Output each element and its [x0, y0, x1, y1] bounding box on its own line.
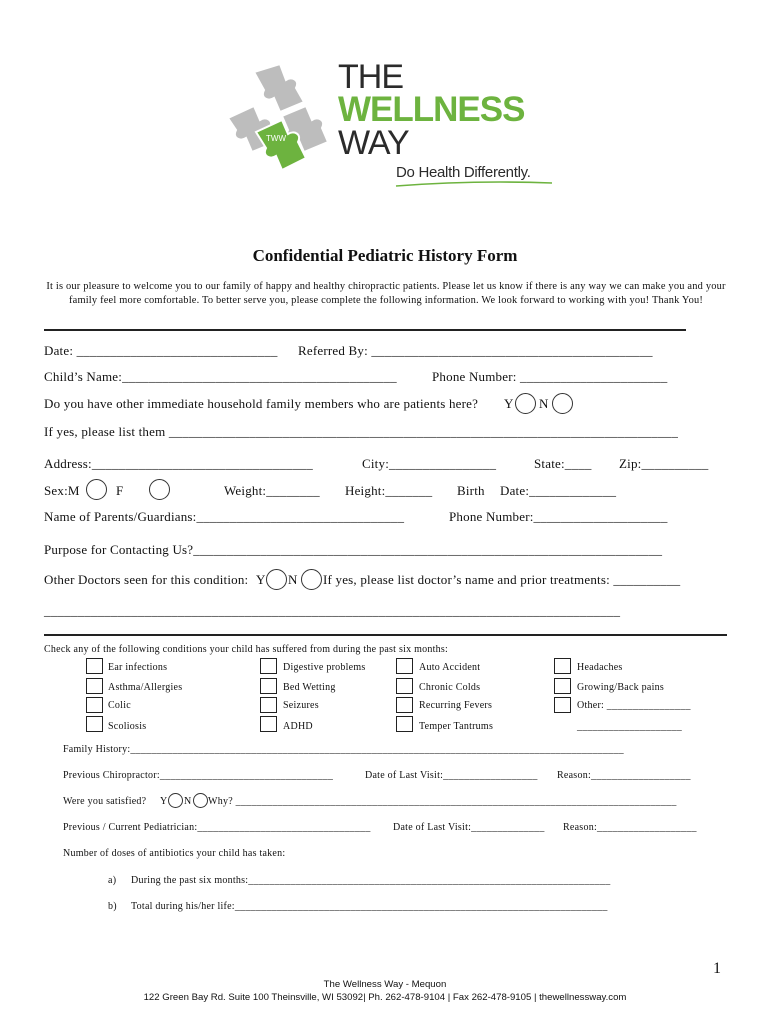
state-field[interactable]: State:____ [534, 456, 592, 471]
logo-line-the: THE [338, 58, 403, 96]
checkbox-chronic-colds[interactable] [396, 678, 413, 694]
tagline-swoosh-icon [394, 180, 554, 190]
condition-scoliosis: Scoliosis [108, 721, 147, 732]
condition-bed-wetting: Bed Wetting [283, 682, 336, 693]
zip-field[interactable]: Zip:__________ [619, 456, 709, 471]
treatments-blank-line[interactable]: ______________________________________________________________________________________ [44, 603, 621, 618]
if-yes-list-field[interactable]: If yes, please list them ____________________________________________________________________________ [44, 424, 679, 439]
intro-paragraph: It is our pleasure to welcome you to our family of happy and healthy chiropractic patients. Please let us know if there is any way we can make you and your family feel more comfortable. To better serve you, please complete the following information. We look forward to working with you! Thank You! [46, 281, 726, 306]
other-doctors-no-radio[interactable] [301, 569, 322, 590]
checkbox-colic[interactable] [86, 697, 103, 713]
condition-seizures: Seizures [283, 700, 319, 711]
top-divider [44, 329, 686, 331]
checkbox-bed-wetting[interactable] [260, 678, 277, 694]
birth-label: Birth [457, 483, 485, 498]
puzzle-icon [226, 54, 336, 190]
antibiotics-a-label: a) [108, 875, 117, 886]
checkbox-other[interactable] [554, 697, 571, 713]
household-no-label: N [539, 396, 549, 411]
satisfied-no-radio[interactable] [193, 793, 208, 808]
checkbox-growing-back-pains[interactable] [554, 678, 571, 694]
footer-location: The Wellness Way - Mequon [323, 979, 447, 990]
checkbox-headaches[interactable] [554, 658, 571, 674]
checkbox-asthma-allergies[interactable] [86, 678, 103, 694]
family-history-field[interactable]: Family History:______________________________________________________________________________________________ [63, 744, 624, 755]
household-question: Do you have other immediate household family members who are patients here? [44, 396, 479, 411]
sex-male-label: Sex:M [44, 483, 80, 498]
antibiotics-six-months-field[interactable]: During the past six months:_____________________________________________________________________ [131, 875, 611, 886]
pediatrician-reason-field[interactable]: Reason:___________________ [563, 822, 697, 833]
satisfied-yes-label: Y [160, 796, 168, 807]
other-doctors-yes-label: Y [256, 572, 266, 587]
antibiotics-lifetime-field[interactable]: Total during his/her life:_______________________________________________________________________ [131, 901, 608, 912]
parents-guardians-field[interactable]: Name of Parents/Guardians:_______________________________ [44, 509, 405, 524]
condition-other-field[interactable]: Other: ________________ [577, 700, 691, 711]
condition-headaches: Headaches [577, 662, 623, 673]
weight-field[interactable]: Weight:________ [224, 483, 320, 498]
condition-digestive-problems: Digestive problems [283, 662, 366, 673]
other-doctors-yes-radio[interactable] [266, 569, 287, 590]
footer-contact: 122 Green Bay Rd. Suite 100 Theinsville, WI 53092| Ph. 262-478-9104 | Fax 262-478-9105 | thewellnessway.com [143, 992, 627, 1003]
parents-phone-field[interactable]: Phone Number:____________________ [449, 509, 668, 524]
doctor-name-field[interactable]: If yes, please list doctor’s name and prior treatments: __________ [323, 572, 681, 587]
condition-recurring-fevers: Recurring Fevers [419, 700, 493, 711]
condition-colic: Colic [108, 700, 131, 711]
pediatrician-last-visit-field[interactable]: Date of Last Visit:______________ [393, 822, 545, 833]
checkbox-temper-tantrums[interactable] [396, 716, 413, 732]
sex-female-label: F [116, 483, 124, 498]
height-field[interactable]: Height:_______ [345, 483, 433, 498]
pediatrician-field[interactable]: Previous / Current Pediatrician:_________________________________ [63, 822, 371, 833]
condition-chronic-colds: Chronic Colds [419, 682, 481, 693]
checkbox-recurring-fevers[interactable] [396, 697, 413, 713]
satisfied-question: Were you satisfied? [63, 796, 147, 807]
child-name-field[interactable]: Child’s Name:_________________________________________ [44, 369, 397, 384]
antibiotics-question: Number of doses of antibiotics your child has taken: [63, 848, 286, 859]
satisfied-yes-radio[interactable] [168, 793, 183, 808]
sex-male-radio[interactable] [86, 479, 107, 500]
checkbox-auto-accident[interactable] [396, 658, 413, 674]
checkbox-seizures[interactable] [260, 697, 277, 713]
household-yes-radio[interactable] [515, 393, 536, 414]
birth-date-field[interactable]: Date:_____________ [500, 483, 617, 498]
logo-tagline: Do Health Differently. [396, 164, 531, 181]
form-title: Confidential Pediatric History Form [252, 246, 518, 265]
condition-auto-accident: Auto Accident [419, 662, 481, 673]
chiro-reason-field[interactable]: Reason:___________________ [557, 770, 691, 781]
satisfied-no-label: N [184, 796, 192, 807]
date-field[interactable]: Date: ______________________________ [44, 343, 278, 358]
page-number: 1 [713, 960, 721, 977]
referred-by-field[interactable]: Referred By: __________________________________________ [298, 343, 653, 358]
checkbox-digestive-problems[interactable] [260, 658, 277, 674]
conditions-divider [44, 634, 727, 636]
conditions-prompt: Check any of the following conditions your child has suffered from during the past six months: [44, 644, 449, 655]
sex-female-radio[interactable] [149, 479, 170, 500]
antibiotics-b-label: b) [108, 901, 117, 912]
other-doctors-label: Other Doctors seen for this condition: [44, 572, 249, 587]
chiro-last-visit-field[interactable]: Date of Last Visit:__________________ [365, 770, 538, 781]
city-field[interactable]: City:________________ [362, 456, 497, 471]
condition-growing-back-pains: Growing/Back pains [577, 682, 664, 693]
household-yes-label: Y [504, 396, 514, 411]
phone-number-field[interactable]: Phone Number: ______________________ [432, 369, 668, 384]
logo-line-way: WAY [338, 124, 409, 162]
checkbox-ear-infections[interactable] [86, 658, 103, 674]
logo-badge: TWW [266, 134, 286, 143]
previous-chiropractor-field[interactable]: Previous Chiropractor:_________________________________ [63, 770, 334, 781]
address-field[interactable]: Address:_________________________________ [44, 456, 313, 471]
other-doctors-no-label: N [288, 572, 298, 587]
condition-temper-tantrums: Temper Tantrums [419, 721, 494, 732]
wellness-way-logo [226, 54, 556, 190]
condition-ear-infections: Ear infections [108, 662, 168, 673]
condition-adhd: ADHD [283, 721, 313, 732]
checkbox-adhd[interactable] [260, 716, 277, 732]
condition-other-extra-line[interactable]: ____________________ [577, 721, 682, 732]
purpose-field[interactable]: Purpose for Contacting Us?______________________________________________________________________ [44, 542, 663, 557]
satisfied-why-field[interactable]: Why? ____________________________________________________________________________________ [208, 796, 677, 807]
household-no-radio[interactable] [552, 393, 573, 414]
condition-asthma-allergies: Asthma/Allergies [108, 682, 183, 693]
checkbox-scoliosis[interactable] [86, 716, 103, 732]
logo-line-wellness: WELLNESS [338, 90, 525, 129]
